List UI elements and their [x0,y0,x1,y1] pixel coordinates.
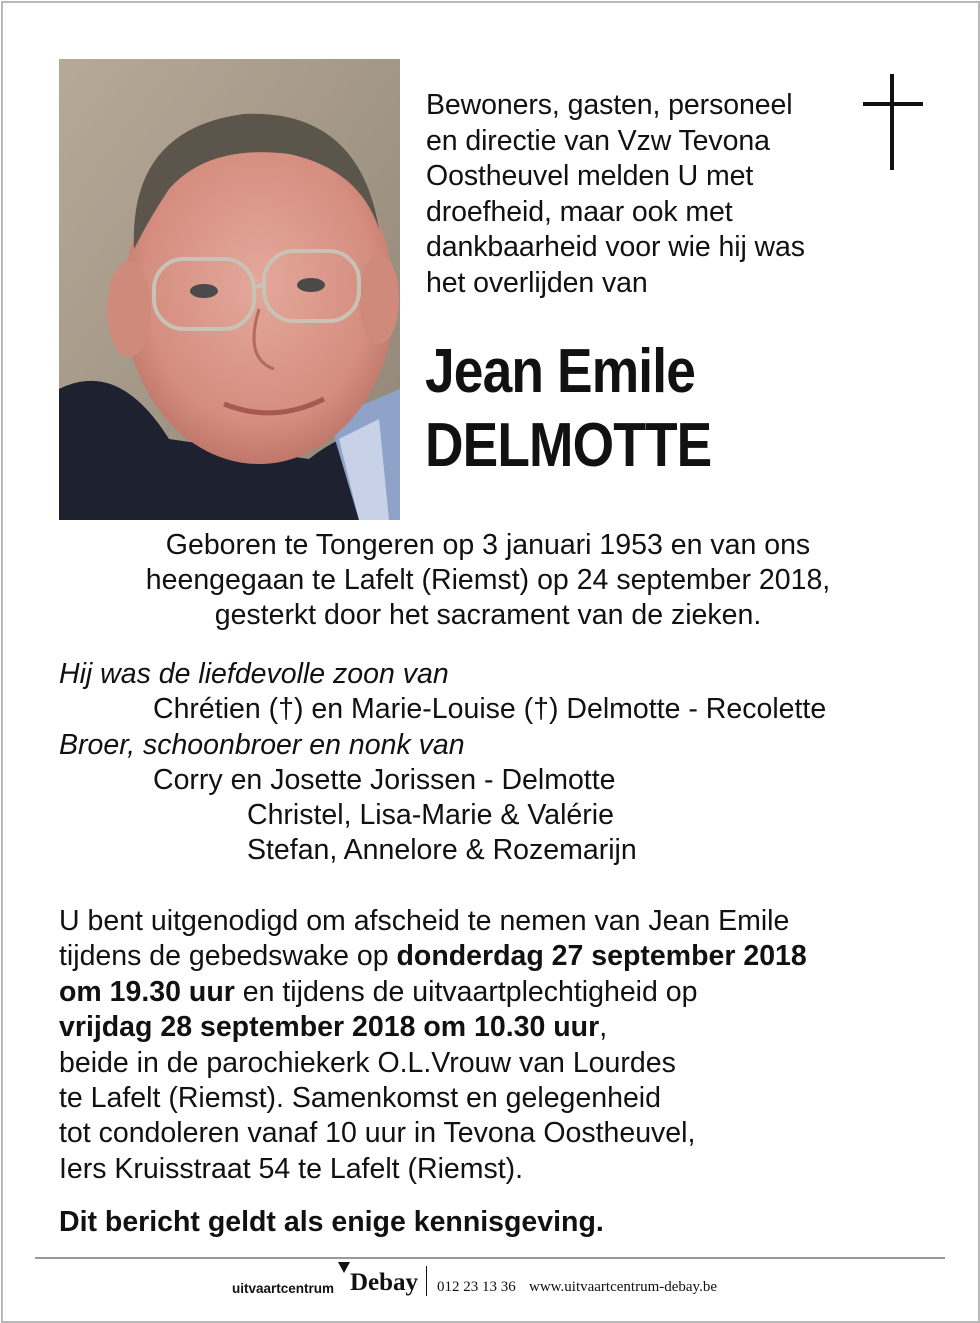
portrait-photo [59,59,400,520]
parents-line: Chrétien (†) en Marie-Louise (†) Delmotte - Recolette [153,693,827,726]
deceased-first-name: Jean Emile [425,337,696,406]
invite-line: U bent uitgenodigd om afscheid te nemen van Jean Emile [59,905,790,937]
website-link[interactable]: www.uitvaartcentrum-debay.be [529,1279,717,1295]
invitation-text [59,904,939,1187]
invite-line [59,1010,939,1045]
invite-line [59,975,939,1010]
intro-line: dankbaarheid voor wie hij was [426,231,805,263]
birth-line: heengegaan te Lafelt (Riemst) op 24 september 2018, [145,564,831,596]
footer [0,1262,980,1302]
invite-line: te Lafelt (Riemst). Samenkomst en gelegenheid [59,1082,661,1115]
vigil-time: om 19.30 uur [59,975,235,1008]
son-heading: Hij was de liefdevolle zoon van [59,658,449,690]
footer-separator [426,1266,427,1296]
vigil-date: donderdag 27 september 2018 [396,940,807,973]
invite-line [59,939,939,974]
triangle-down-icon [338,1262,350,1273]
brand-name: Debay [350,1269,419,1296]
brand-small-label: uitvaartcentrum [232,1281,335,1296]
sibling-heading: Broer, schoonbroer en nonk van [59,728,465,761]
deceased-name [425,335,711,483]
divider [35,1257,945,1259]
invite-line: beide in de parochiekerk O.L.Vrouw van Lourdes [59,1046,676,1079]
invite-text: tijdens de gebedswake op [59,940,397,973]
intro-line: Oostheuvel melden U met [426,160,754,192]
funeral-datetime: vrijdag 28 september 2018 om 10.30 uur [59,1011,600,1044]
notice-statement: Dit bericht geldt als enige kennisgeving. [59,1206,604,1238]
nephews-line: Stefan, Annelore & Rozemarijn [247,834,637,867]
intro-line: en directie van Vzw Tevona [426,124,770,157]
intro-text [426,88,856,301]
invite-text: , [599,1011,608,1044]
nieces-line: Christel, Lisa-Marie & Valérie [247,799,614,832]
invite-text: en tijdens de uitvaartplechtigheid op [234,975,698,1008]
birth-line: Geboren te Tongeren op 3 januari 1953 en van ons [165,529,811,561]
cross-icon [863,74,923,170]
birth-death-text [0,528,976,633]
invite-line: Iers Kruisstraat 54 te Lafelt (Riemst). [59,1152,524,1185]
family-list [59,657,939,869]
invite-line: tot condoleren vanaf 10 uur in Tevona Oostheuvel, [59,1117,696,1150]
deceased-last-name: DELMOTTE [425,411,712,480]
siblings-line: Corry en Josette Jorissen - Delmotte [153,763,616,796]
intro-line: het overlijden van [426,266,648,299]
intro-line: Bewoners, gasten, personeel [426,89,793,121]
birth-line: gesterkt door het sacrament van de zieken. [214,599,762,631]
phone-number: 012 23 13 36 [437,1279,516,1295]
intro-line: droefheid, maar ook met [426,195,733,228]
